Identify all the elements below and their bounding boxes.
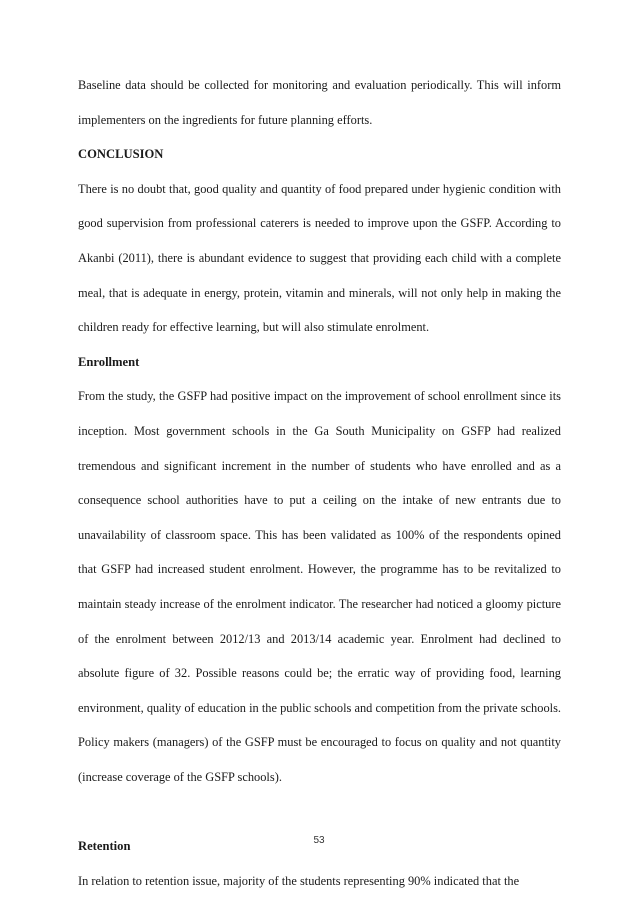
conclusion-heading: CONCLUSION [78,147,164,162]
baseline-paragraph: Baseline data should be collected for monitoring and evaluation periodically. This will inform implementers on the ingredients for future planning efforts. [78,78,561,127]
page-body [78,68,561,899]
section-spacer [78,794,561,829]
retention-heading: Retention [78,839,131,854]
conclusion-paragraph: There is no doubt that, good quality and quantity of food prepared under hygienic condition with good supervision from professional caterers is needed to improve upon the GSFP. According to Akanbi (2011), there is abundant evidence to suggest that providing each child with a complete meal, that is adequate in energy, protein, vitamin and minerals, will not only help in making the children ready for effective learning, but will also stimulate enrolment. [78,181,561,335]
enrollment-heading: Enrollment [78,354,140,369]
enrollment-paragraph: From the study, the GSFP had positive impact on the improvement of school enrollment since its inception. Most government schools in the Ga South Municipality on GSFP had realized tremendous and significant increment in the number of students who have enrolled and as a consequence school authorities have to put a ceiling on the intake of new entrants due to unavailability of classroom space. This has been validated as 100% of the respondents opined that GSFP had increased student enrolment. However, the programme has to be revitalized to maintain steady increase of the enrolment indicator. The researcher had noticed a gloomy picture of the enrolment between 2012/13 and 2013/14 academic year. Enrolment had declined to absolute figure of 32. Possible reasons could be; the erratic way of providing food, learning environment, quality of education in the public schools and competition from the private schools. Policy makers (managers) of the GSFP must be encouraged to focus on quality and not quantity (increase coverage of the GSFP schools). [78,389,561,784]
page-number: 53 [313,835,325,846]
retention-paragraph: In relation to retention issue, majority of the students representing 90% indicated that the [78,874,520,889]
